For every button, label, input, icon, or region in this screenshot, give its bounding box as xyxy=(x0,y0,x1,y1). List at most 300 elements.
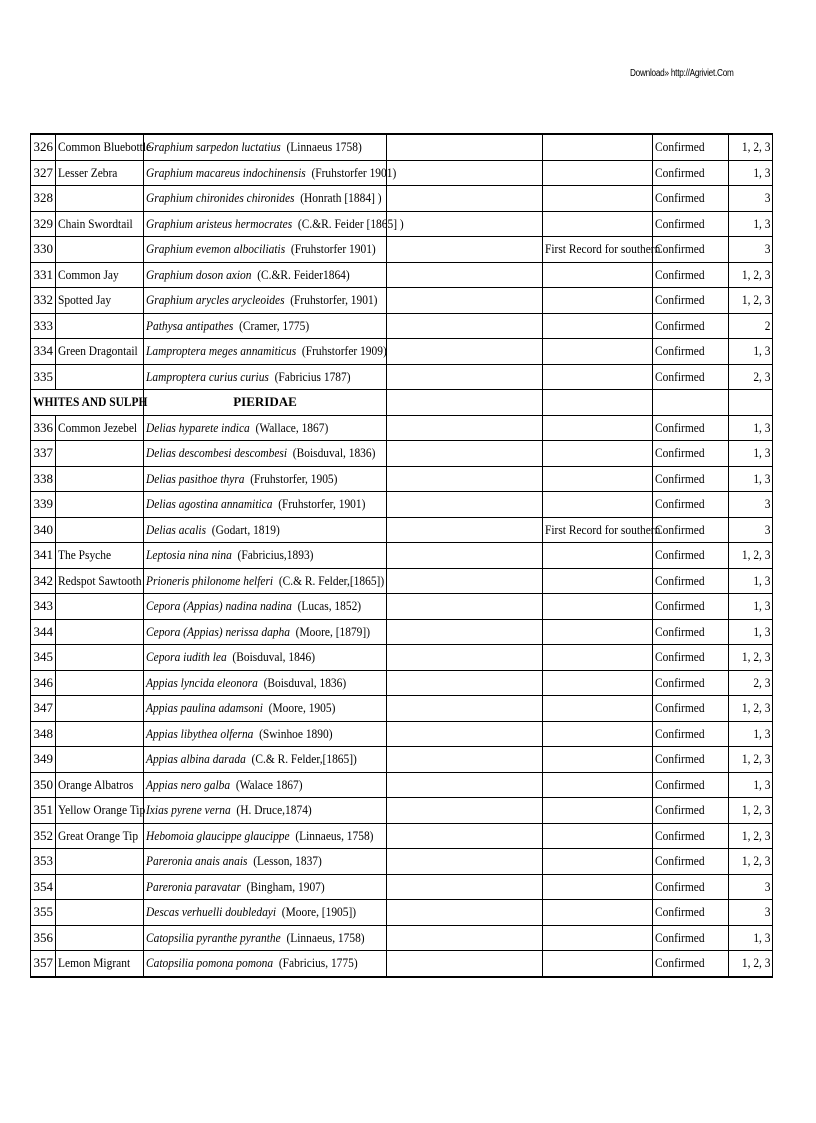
scientific-name-cell xyxy=(144,951,387,977)
species-number: 341 xyxy=(31,543,56,569)
record-note xyxy=(543,568,653,594)
table-row xyxy=(31,772,773,798)
scientific-name: Delias hyparete indica xyxy=(146,419,250,435)
table-row xyxy=(31,517,773,543)
common-name xyxy=(56,925,144,951)
species-number: 327 xyxy=(31,160,56,186)
species-number: 350 xyxy=(31,772,56,798)
author-citation: (Boisduval, 1836) xyxy=(263,674,347,690)
scientific-name-cell xyxy=(144,211,404,237)
species-number: 326 xyxy=(31,134,56,160)
scientific-name: Hebomoia glaucippe glaucippe xyxy=(146,827,290,843)
scientific-name-cell xyxy=(144,670,387,696)
status: Confirmed xyxy=(653,619,729,645)
status: Confirmed xyxy=(653,237,729,263)
table-row xyxy=(31,951,773,977)
species-number: 351 xyxy=(31,798,56,824)
record-note xyxy=(543,339,653,365)
scientific-name-cell xyxy=(144,594,387,620)
scientific-name: Cepora iudith lea xyxy=(146,649,227,665)
author-citation: (Walace 1867) xyxy=(235,776,303,792)
status: Confirmed xyxy=(653,900,729,926)
status: Confirmed xyxy=(653,186,729,212)
common-name: Chain Swordtail xyxy=(56,211,144,237)
status: Confirmed xyxy=(653,160,729,186)
scientific-name: Descas verhuelli doubledayi xyxy=(146,904,277,920)
status: Confirmed xyxy=(653,645,729,671)
record-note xyxy=(543,211,653,237)
locations: 3 xyxy=(729,517,773,543)
cell-empty xyxy=(387,619,543,645)
scientific-name: Cepora (Appias) nerissa dapha xyxy=(146,623,290,639)
table-row xyxy=(31,160,773,186)
scientific-name-cell xyxy=(144,134,387,160)
author-citation: (Fabricius 1787) xyxy=(274,368,351,384)
scientific-name-cell xyxy=(144,645,387,671)
species-number: 331 xyxy=(31,262,56,288)
author-citation: (Lucas, 1852) xyxy=(297,598,362,614)
status: Confirmed xyxy=(653,849,729,875)
table-row xyxy=(31,313,773,339)
table-row xyxy=(31,900,773,926)
cell-empty xyxy=(387,415,543,441)
species-number: 354 xyxy=(31,874,56,900)
species-number: 328 xyxy=(31,186,56,212)
cell-empty xyxy=(387,951,543,977)
species-number: 332 xyxy=(31,288,56,314)
author-citation: (Lesson, 1837) xyxy=(253,853,322,869)
author-citation: (Moore, [1879]) xyxy=(295,623,371,639)
record-note: First Record for southern xyxy=(543,517,653,543)
cell-empty xyxy=(387,670,543,696)
scientific-name-cell xyxy=(144,186,387,212)
locations: 3 xyxy=(729,900,773,926)
scientific-name: Delias descombesi descombesi xyxy=(146,445,288,461)
scientific-name: Graphium doson axion xyxy=(146,266,252,282)
common-name xyxy=(56,466,144,492)
locations: 2 xyxy=(729,313,773,339)
common-name xyxy=(56,313,144,339)
scientific-name-cell xyxy=(144,262,387,288)
cell-empty xyxy=(387,925,543,951)
locations: 1, 2, 3 xyxy=(729,798,773,824)
scientific-name: Cepora (Appias) nadina nadina xyxy=(146,598,292,614)
author-citation: (Fruhstorfer 1909) xyxy=(301,343,387,359)
species-number: 329 xyxy=(31,211,56,237)
scientific-name-cell xyxy=(144,849,387,875)
author-citation: (Linnaeus 1758) xyxy=(286,139,362,155)
cell-empty xyxy=(387,849,543,875)
common-name xyxy=(56,186,144,212)
species-number: 349 xyxy=(31,747,56,773)
common-name xyxy=(56,364,144,390)
common-name: Yellow Orange Tip xyxy=(56,798,144,824)
locations: 1, 2, 3 xyxy=(729,951,773,977)
locations: 1, 2, 3 xyxy=(729,262,773,288)
record-note xyxy=(543,925,653,951)
table-row xyxy=(31,441,773,467)
scientific-name-cell xyxy=(144,492,387,518)
locations: 1, 3 xyxy=(729,772,773,798)
author-citation: (Fruhstorfer, 1901) xyxy=(278,496,366,512)
author-citation: (Swinhoe 1890) xyxy=(259,725,333,741)
author-citation: (Fruhstorfer, 1901) xyxy=(290,292,378,308)
cell-empty xyxy=(387,390,543,416)
scientific-name: Delias acalis xyxy=(146,521,207,537)
scientific-name: Lamproptera meges annamiticus xyxy=(146,343,297,359)
record-note xyxy=(543,134,653,160)
scientific-name-cell xyxy=(144,160,397,186)
status: Confirmed xyxy=(653,721,729,747)
scientific-name-cell xyxy=(144,721,387,747)
record-note xyxy=(543,645,653,671)
scientific-name-cell xyxy=(144,466,387,492)
scientific-name-cell xyxy=(144,288,387,314)
status: Confirmed xyxy=(653,772,729,798)
record-note xyxy=(543,186,653,212)
species-number: 356 xyxy=(31,925,56,951)
status: Confirmed xyxy=(653,823,729,849)
common-name xyxy=(56,237,144,263)
common-name xyxy=(56,492,144,518)
table-row xyxy=(31,645,773,671)
table-row xyxy=(31,543,773,569)
record-note xyxy=(543,313,653,339)
locations: 1, 3 xyxy=(729,466,773,492)
section-row xyxy=(31,390,773,416)
author-citation: (H. Druce,1874) xyxy=(236,802,312,818)
locations: 1, 3 xyxy=(729,415,773,441)
record-note xyxy=(543,262,653,288)
scientific-name: Catopsilia pyranthe pyranthe xyxy=(146,929,281,945)
locations: 1, 2, 3 xyxy=(729,288,773,314)
locations: 1, 2, 3 xyxy=(729,747,773,773)
locations: 1, 2, 3 xyxy=(729,134,773,160)
cell-empty xyxy=(387,237,543,263)
cell-empty xyxy=(387,874,543,900)
common-name: Lesser Zebra xyxy=(56,160,144,186)
common-name xyxy=(56,517,144,543)
species-number: 345 xyxy=(31,645,56,671)
author-citation: (Godart, 1819) xyxy=(211,521,280,537)
author-citation: (Linnaeus, 1758) xyxy=(295,827,374,843)
scientific-name: Appias libythea olferna xyxy=(146,725,254,741)
scientific-name: Graphium evemon albociliatis xyxy=(146,241,286,257)
table-row xyxy=(31,339,773,365)
table-row xyxy=(31,237,773,263)
common-name xyxy=(56,696,144,722)
author-citation: (C.& R. Felder,[1865]) xyxy=(251,751,357,767)
table-row xyxy=(31,747,773,773)
record-note xyxy=(543,849,653,875)
common-name xyxy=(56,721,144,747)
download-link-text: Download» http://Agriviet.Com xyxy=(630,68,734,79)
scientific-name: Delias agostina annamitica xyxy=(146,496,273,512)
common-name: The Psyche xyxy=(56,543,144,569)
table-row xyxy=(31,670,773,696)
scientific-name-cell xyxy=(144,925,387,951)
common-name: Great Orange Tip xyxy=(56,823,144,849)
species-number: 344 xyxy=(31,619,56,645)
table-row xyxy=(31,594,773,620)
scientific-name: Graphium arycles arycleoides xyxy=(146,292,285,308)
cell-empty xyxy=(387,262,543,288)
scientific-name: Pareronia anais anais xyxy=(146,853,248,869)
cell-empty xyxy=(387,798,543,824)
record-note xyxy=(543,466,653,492)
locations: 1, 3 xyxy=(729,211,773,237)
section-group-name: WHITES AND SULPH xyxy=(31,390,144,416)
status: Confirmed xyxy=(653,568,729,594)
scientific-name: Appias paulina adamsoni xyxy=(146,700,263,716)
table-row xyxy=(31,211,773,237)
status: Confirmed xyxy=(653,951,729,977)
species-number: 352 xyxy=(31,823,56,849)
scientific-name: Appias albina darada xyxy=(146,751,246,767)
cell-empty xyxy=(729,390,773,416)
scientific-name: Graphium chironides chironides xyxy=(146,190,295,206)
common-name xyxy=(56,874,144,900)
scientific-name: Leptosia nina nina xyxy=(146,547,232,563)
cell-empty xyxy=(387,594,543,620)
locations: 1, 3 xyxy=(729,339,773,365)
record-note xyxy=(543,441,653,467)
locations: 3 xyxy=(729,186,773,212)
author-citation: (C.& R. Felder,[1865]) xyxy=(278,572,385,588)
table-row xyxy=(31,466,773,492)
status: Confirmed xyxy=(653,492,729,518)
status: Confirmed xyxy=(653,288,729,314)
record-note xyxy=(543,160,653,186)
status: Confirmed xyxy=(653,466,729,492)
record-note xyxy=(543,619,653,645)
species-table xyxy=(30,133,773,978)
common-name xyxy=(56,645,144,671)
scientific-name: Prioneris philonome helferi xyxy=(146,572,274,588)
table-row xyxy=(31,262,773,288)
species-number: 348 xyxy=(31,721,56,747)
species-number: 347 xyxy=(31,696,56,722)
locations: 2, 3 xyxy=(729,364,773,390)
cell-empty xyxy=(387,696,543,722)
record-note xyxy=(543,696,653,722)
scientific-name-cell xyxy=(144,313,387,339)
species-number: 340 xyxy=(31,517,56,543)
table-row xyxy=(31,874,773,900)
cell-empty xyxy=(387,339,543,365)
species-number: 336 xyxy=(31,415,56,441)
cell-empty xyxy=(387,288,543,314)
status: Confirmed xyxy=(653,517,729,543)
author-citation: (Moore, 1905) xyxy=(268,700,336,716)
common-name: Common Jezebel xyxy=(56,415,144,441)
common-name: Orange Albatros xyxy=(56,772,144,798)
species-number: 343 xyxy=(31,594,56,620)
common-name: Lemon Migrant xyxy=(56,951,144,977)
status: Confirmed xyxy=(653,134,729,160)
scientific-name: Pathysa antipathes xyxy=(146,317,234,333)
locations: 1, 3 xyxy=(729,721,773,747)
species-number: 339 xyxy=(31,492,56,518)
author-citation: (Moore, [1905]) xyxy=(281,904,357,920)
locations: 1, 2, 3 xyxy=(729,543,773,569)
table-row xyxy=(31,364,773,390)
author-citation: (Honrath [1884] ) xyxy=(300,190,382,206)
species-number: 338 xyxy=(31,466,56,492)
species-number: 334 xyxy=(31,339,56,365)
cell-empty xyxy=(387,134,543,160)
record-note xyxy=(543,594,653,620)
scientific-name-cell xyxy=(144,772,387,798)
cell-empty xyxy=(653,390,729,416)
locations: 1, 2, 3 xyxy=(729,696,773,722)
author-citation: (Boisduval, 1836) xyxy=(292,445,376,461)
species-number: 346 xyxy=(31,670,56,696)
scientific-name-cell xyxy=(144,619,387,645)
author-citation: (C.&R. Feider1864) xyxy=(257,266,350,282)
record-note xyxy=(543,415,653,441)
record-note xyxy=(543,721,653,747)
locations: 3 xyxy=(729,874,773,900)
section-family-name: PIERIDAE xyxy=(144,390,387,416)
locations: 1, 2, 3 xyxy=(729,823,773,849)
species-number: 335 xyxy=(31,364,56,390)
table-row xyxy=(31,186,773,212)
author-citation: (Fruhstorfer, 1905) xyxy=(250,470,338,486)
cell-empty xyxy=(387,160,543,186)
cell-empty xyxy=(387,568,543,594)
locations: 1, 3 xyxy=(729,441,773,467)
scientific-name-cell xyxy=(144,237,387,263)
table-row xyxy=(31,492,773,518)
cell-empty xyxy=(387,211,543,237)
status: Confirmed xyxy=(653,364,729,390)
cell-empty xyxy=(387,823,543,849)
locations: 1, 3 xyxy=(729,594,773,620)
species-number: 355 xyxy=(31,900,56,926)
cell-empty xyxy=(387,721,543,747)
record-note xyxy=(543,772,653,798)
author-citation: (Fruhstorfer 1901) xyxy=(290,241,376,257)
record-note xyxy=(543,288,653,314)
record-note xyxy=(543,747,653,773)
species-number: 342 xyxy=(31,568,56,594)
common-name xyxy=(56,747,144,773)
scientific-name: Lamproptera curius curius xyxy=(146,368,269,384)
table-row xyxy=(31,721,773,747)
cell-empty xyxy=(387,517,543,543)
author-citation: (Cramer, 1775) xyxy=(239,317,310,333)
author-citation: (C.&R. Feider [1865] ) xyxy=(297,215,404,231)
cell-empty xyxy=(387,441,543,467)
table-row xyxy=(31,823,773,849)
record-note xyxy=(543,364,653,390)
common-name: Common Bluebottle xyxy=(56,134,144,160)
record-note xyxy=(543,670,653,696)
locations: 2, 3 xyxy=(729,670,773,696)
scientific-name-cell xyxy=(144,517,387,543)
author-citation: (Boisduval, 1846) xyxy=(232,649,316,665)
status: Confirmed xyxy=(653,543,729,569)
author-citation: (Fruhstorfer 1901) xyxy=(311,164,397,180)
author-citation: (Fabricius,1893) xyxy=(237,547,314,563)
cell-empty xyxy=(387,772,543,798)
record-note xyxy=(543,543,653,569)
table-row xyxy=(31,798,773,824)
cell-empty xyxy=(387,900,543,926)
locations: 1, 3 xyxy=(729,925,773,951)
status: Confirmed xyxy=(653,313,729,339)
status: Confirmed xyxy=(653,441,729,467)
status: Confirmed xyxy=(653,925,729,951)
common-name xyxy=(56,441,144,467)
cell-empty xyxy=(387,186,543,212)
scientific-name: Ixias pyrene verna xyxy=(146,802,231,818)
common-name xyxy=(56,619,144,645)
locations: 1, 2, 3 xyxy=(729,645,773,671)
scientific-name-cell xyxy=(144,568,387,594)
cell-empty xyxy=(387,747,543,773)
locations: 1, 3 xyxy=(729,619,773,645)
species-number: 333 xyxy=(31,313,56,339)
scientific-name: Delias pasithoe thyra xyxy=(146,470,245,486)
locations: 1, 3 xyxy=(729,160,773,186)
scientific-name-cell xyxy=(144,823,387,849)
record-note xyxy=(543,798,653,824)
species-number: 357 xyxy=(31,951,56,977)
table-row xyxy=(31,134,773,160)
common-name: Common Jay xyxy=(56,262,144,288)
scientific-name-cell xyxy=(144,543,387,569)
scientific-name: Graphium sarpedon luctatius xyxy=(146,139,281,155)
record-note: First Record for southern xyxy=(543,237,653,263)
scientific-name: Appias nero galba xyxy=(146,776,231,792)
scientific-name: Appias lyncida eleonora xyxy=(146,674,258,690)
status: Confirmed xyxy=(653,339,729,365)
status: Confirmed xyxy=(653,594,729,620)
common-name: Green Dragontail xyxy=(56,339,144,365)
species-number: 337 xyxy=(31,441,56,467)
cell-empty xyxy=(387,364,543,390)
common-name xyxy=(56,670,144,696)
status: Confirmed xyxy=(653,211,729,237)
scientific-name: Graphium macareus indochinensis xyxy=(146,164,306,180)
locations: 1, 2, 3 xyxy=(729,849,773,875)
cell-empty xyxy=(387,313,543,339)
status: Confirmed xyxy=(653,747,729,773)
locations: 3 xyxy=(729,492,773,518)
scientific-name-cell xyxy=(144,798,387,824)
record-note xyxy=(543,951,653,977)
cell-empty xyxy=(387,492,543,518)
status: Confirmed xyxy=(653,262,729,288)
scientific-name-cell xyxy=(144,441,387,467)
record-note xyxy=(543,874,653,900)
table-row xyxy=(31,415,773,441)
author-citation: (Wallace, 1867) xyxy=(255,419,329,435)
scientific-name: Pareronia paravatar xyxy=(146,878,241,894)
table-row xyxy=(31,568,773,594)
common-name xyxy=(56,849,144,875)
common-name xyxy=(56,594,144,620)
scientific-name-cell xyxy=(144,874,387,900)
cell-empty xyxy=(387,645,543,671)
status: Confirmed xyxy=(653,670,729,696)
common-name: Spotted Jay xyxy=(56,288,144,314)
scientific-name-cell xyxy=(144,415,387,441)
record-note xyxy=(543,823,653,849)
status: Confirmed xyxy=(653,798,729,824)
